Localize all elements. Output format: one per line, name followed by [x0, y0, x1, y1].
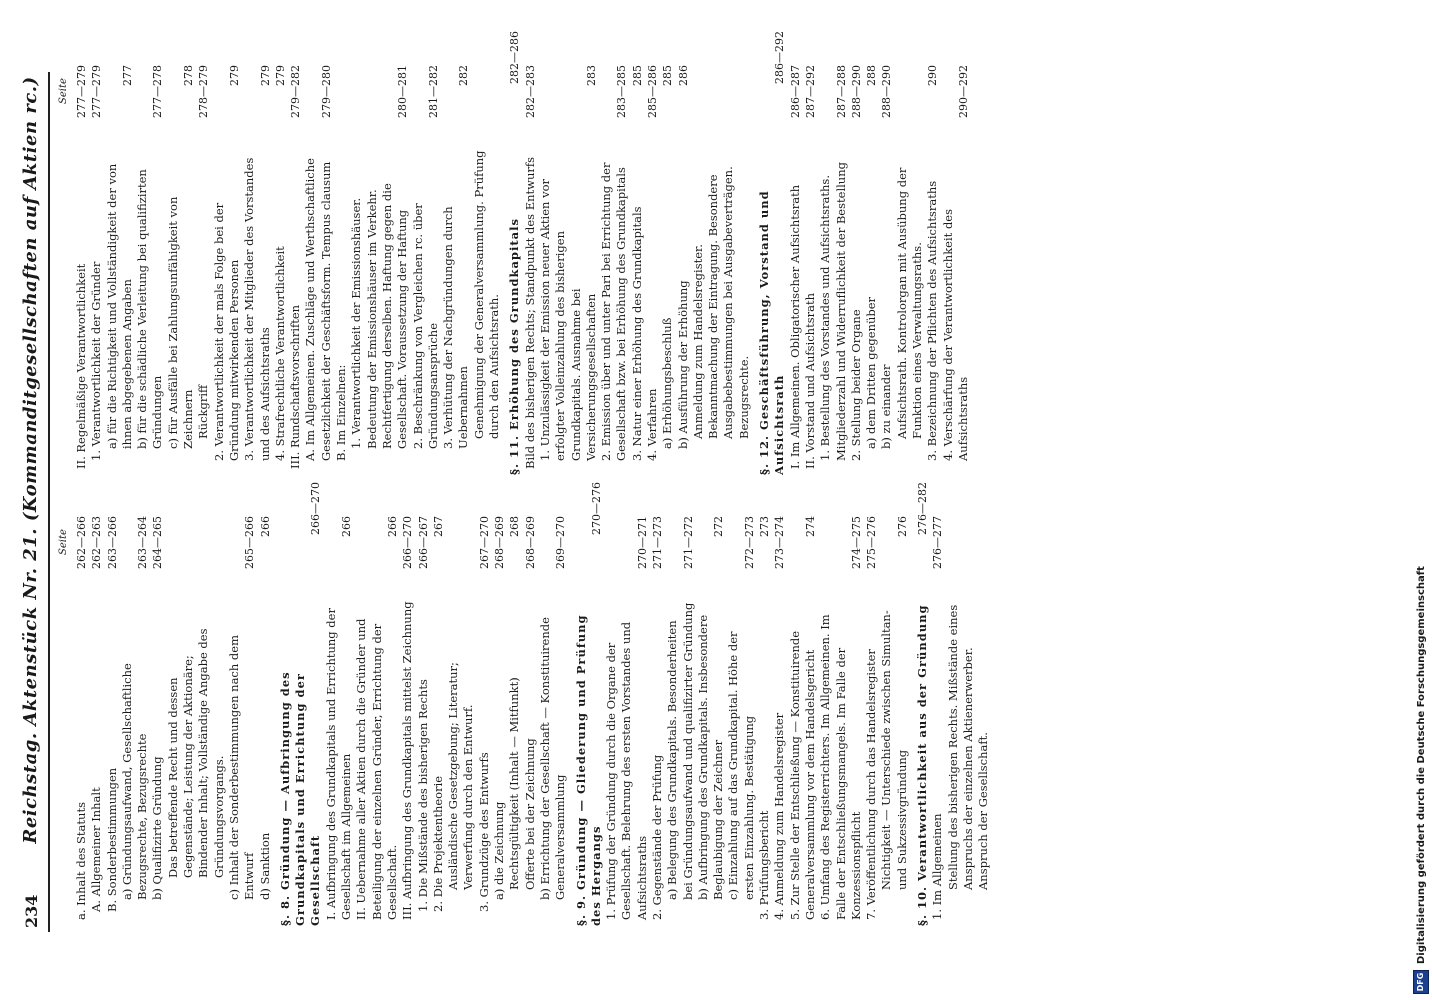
toc-entry-pages: 277—278 — [151, 65, 165, 118]
toc-entry-title: III. Aufbringung des Grundkapitals mittelst Zeichnung — [400, 601, 415, 920]
toc-entry-title: 4. Verfahren — [644, 388, 659, 461]
toc-entry-title: 7. Veröffentlichung durch das Handelsregister — [864, 649, 879, 920]
toc-entry-title: 2. Beschränkung von Vergleichen rc. über Gründungsansprüche — [410, 203, 440, 449]
toc-entry-title: 1. Verantwortlichkeit der Emissionshäuser. Bedeutung der Emissionshäuser im Verkehr. Rechtfertigung derselben. Haftung gegen die Gesellschaft. Voraussetzung der Haftung — [349, 183, 410, 449]
toc-entry-pages: 277 — [120, 65, 134, 86]
toc-entry-title: 1. Verantwortlichkeit der Gründer — [89, 261, 104, 461]
toc-entry-title: I. Im Allgemeinen. Obligatorischer Aufsichtsrath — [787, 184, 802, 469]
toc-entry-pages: 265—266 — [243, 516, 257, 569]
toc-entry-pages: 285 — [661, 65, 675, 86]
toc-entry-pages: 283 — [584, 65, 598, 86]
toc-entry — [507, 516, 522, 926]
toc-entry-title: Rechtsgültigkeit (Inhalt — Mitfunkt) — [507, 677, 522, 890]
toc-entry — [303, 65, 334, 475]
toc-entry — [864, 65, 879, 475]
toc-entry — [105, 65, 136, 475]
toc-entry — [788, 516, 819, 926]
toc-entry-pages: 279 — [273, 65, 287, 86]
toc-entry-title: Offerte bei der Zeichnung — [522, 738, 537, 890]
toc-entry-pages: 288—290 — [849, 65, 863, 118]
toc-entry — [676, 65, 691, 475]
toc-entry-title: 2. Stellung beider Organe — [848, 309, 863, 461]
toc-entry-title: d) Sanktion — [257, 832, 272, 900]
toc-entry — [416, 516, 431, 926]
toc-entry-title: §. 8. Gründung — Aufbringung des Grundkapitals und Errichtung der Gesellschaft — [277, 671, 323, 926]
toc-entry-title: Genehmigung der Generalversammlung. Prüfung durch den Aufsichtsrath. — [471, 150, 502, 439]
toc-entry-title: 3. Prüfungsbericht — [757, 810, 772, 920]
toc-entry-title: 4. Anmeldung zum Handelsregister — [772, 712, 787, 920]
toc-entry — [879, 65, 894, 475]
toc-entry — [150, 516, 165, 926]
toc-entry-title: 3. Natur einer Erhöhung des Grundkapitals — [629, 206, 644, 461]
toc-entry-title: 3. Grundzüge des Entwurfs — [476, 752, 491, 912]
toc-entry-pages: 262—266 — [75, 516, 88, 569]
toc-entry — [946, 516, 992, 926]
toc-entry — [196, 65, 211, 475]
toc-entry-pages: 290 — [926, 65, 940, 86]
toc-entry-title: a) Belegung des Grundkapitals. Besonderheiten bei Gründungsaufwand und qualifizirter Gründung — [665, 602, 695, 900]
page-number: 234 — [22, 894, 41, 928]
toc-entry-pages: 266 — [385, 516, 399, 537]
toc-entry-title: 1. Bestellung des Vorstandes und Aufsichtsraths. Mitgliederzahl und Widerruflichkeit der Bestellung — [818, 162, 848, 461]
toc-entry — [135, 65, 166, 475]
toc-entry-title: §. 10. Verantwortlichkeit aus der Gründung — [915, 604, 930, 926]
toc-entry-pages: 279 — [227, 65, 241, 86]
toc-entry — [288, 65, 303, 475]
toc-entry-title: Ausländische Gesetzgebung; Literatur; Verwerfung durch den Entwurf. — [446, 662, 476, 890]
toc-section — [507, 31, 522, 475]
toc-entry-title: B. Sonderbestimmungen — [104, 767, 119, 912]
toc-entry-title: b) Aufbringung des Grundkapitals. Insbesondere Beglaubigung der Zeichner — [695, 614, 726, 900]
toc-entry-title: §. 9. Gründung — Gliederung und Prüfung des Hergangs — [573, 614, 603, 926]
toc-entry-title: 2. Gegenstände der Prüfung — [649, 754, 664, 920]
toc-entry-pages: 275—276 — [865, 516, 879, 569]
toc-entry-pages: 270—276 — [589, 482, 603, 535]
toc-entry — [803, 65, 818, 475]
toc-entry — [757, 516, 772, 926]
toc-entry — [630, 65, 645, 475]
toc-entry — [74, 516, 89, 926]
toc-entry-title: Aufsichtsrath. Kontrolorgan mit Ausübung der Funktion eines Verwaltungsraths. — [894, 167, 925, 439]
dfg-logo: DFG — [1413, 970, 1429, 994]
toc-entry-title: Nichtigkeit — Unterschiede zwischen Simultan- und Sukzessivgründung — [879, 610, 909, 890]
toc-entry-pages: 282 — [457, 65, 471, 86]
toc-entry — [273, 65, 288, 475]
toc-section — [757, 31, 788, 475]
toc-entry — [538, 65, 599, 475]
toc-entry-pages: 279—282 — [289, 65, 303, 118]
toc-entry-title: 1. Unzulässigkeit der Emission neuer Aktien vor erfolgter Volleinzahlung des bisherigen Grundkapitals. Ausnahme bei Versicherungsgesellschaften — [537, 179, 598, 461]
toc-entry-title: Bild des bisherigen Rechts; Standpunkt des Entwurfs — [522, 156, 537, 469]
footer-text: Digitalisierung gefördert durch die Deutsche Forschungsgemeinschaft — [1415, 566, 1427, 964]
toc-entry — [446, 516, 477, 926]
toc-entry-pages: 279—280 — [319, 65, 333, 118]
toc-entry-title: b) Errichtung der Gesellschaft — Konstituirende Generalversammlung — [537, 617, 568, 900]
toc-entry — [441, 65, 472, 475]
toc-entry-title: Das betreffende Recht und dessen Gegenstände; Leistung der Aktionäre; Bindender Inhalt; Vollständige Angabe des Gründungsvorgangs. — [165, 628, 226, 878]
toc-entry-pages: 269—270 — [554, 516, 568, 569]
digitization-footer — [1410, 0, 1432, 1000]
toc-entry-title: 2. Verantwortlichkeit der mals Folge bei der Gründung mitwirkenden Personen — [211, 202, 241, 461]
toc-entry-pages: 278 — [182, 65, 196, 86]
toc-entry-title: II. Vorstand und Aufsichtsrath — [802, 293, 817, 469]
left-toc-column — [74, 482, 992, 926]
toc-entry-pages: 276—277 — [931, 516, 945, 569]
toc-entry-pages: 267—270 — [477, 516, 491, 569]
toc-entry-title: c) Einzahlung auf das Grundkapital. Höhe der ersten Einzahlung. Bestätigung — [726, 631, 756, 900]
toc-entry — [74, 65, 89, 475]
toc-entry-title: 3. Bezeichnung der Pflichten des Aufsichtsraths — [925, 180, 940, 461]
toc-entry — [788, 65, 803, 475]
toc-entry — [818, 65, 849, 475]
toc-entry — [849, 65, 864, 475]
toc-entry-title: a) Erhöhungsbeschluß — [660, 317, 675, 449]
toc-entry — [660, 65, 675, 475]
toc-entry-pages: 267 — [431, 516, 445, 537]
toc-entry-pages: 273—274 — [773, 516, 787, 569]
toc-entry-pages: 285—286 — [645, 65, 659, 118]
toc-entry — [523, 516, 538, 926]
header-rule — [48, 72, 50, 932]
toc-entry — [492, 516, 507, 926]
toc-entry-title: 2. Die Projektentheorie — [430, 775, 445, 912]
toc-entry — [354, 516, 400, 926]
toc-entry-pages: 287—288 — [834, 65, 848, 118]
toc-entry-title: 3. Verhütung der Nachgründungen durch Uebernahmen — [441, 206, 471, 449]
toc-entry-title: §. 11. Erhöhung des Grundkapitals — [507, 218, 522, 475]
toc-entry — [895, 65, 926, 475]
toc-entry-pages: 287—292 — [803, 65, 817, 118]
toc-entry — [166, 65, 197, 475]
toc-entry-title: 4. Verschärfung der Verantwortlichkeit des Aufsichtsraths — [940, 208, 970, 461]
toc-entry — [472, 65, 503, 475]
toc-entry-title: a) für die Richtigkeit und Vollständigkeit der von ihnen abgegebenen Angaben — [104, 163, 134, 449]
toc-entry-title: 4. Strafrechtliche Verantwortlichkeit — [272, 246, 287, 461]
toc-entry — [212, 65, 243, 475]
toc-entry — [604, 516, 650, 926]
toc-entry-pages: 266—270 — [309, 482, 323, 535]
toc-entry-pages: 270—271 — [635, 516, 649, 569]
toc-entry-title: 1. Die Mißstände des bisherigen Rechts — [415, 679, 430, 912]
toc-entry-pages: 274 — [803, 516, 817, 537]
toc-entry-pages: 282—283 — [523, 65, 537, 118]
toc-entry-title: a. Inhalt des Statuts — [74, 802, 88, 920]
toc-entry — [696, 516, 727, 926]
toc-entry-pages: 262—263 — [90, 516, 104, 569]
toc-entry — [334, 65, 349, 475]
toc-entry-pages: 266—267 — [416, 516, 430, 569]
toc-entry — [930, 516, 945, 926]
toc-entry-title: §. 12. Geschäftsführung, Vorstand und Aufsichtsrath — [757, 190, 787, 475]
toc-entry-title: II. Regelmäßige Verantwortlichkeit — [74, 263, 88, 469]
toc-entry-title: b) Qualifizirte Gründung — [150, 756, 165, 900]
toc-entry-pages: 272—273 — [742, 516, 756, 569]
toc-entry — [400, 516, 415, 926]
toc-section — [573, 482, 605, 926]
toc-entry — [105, 516, 120, 926]
right-seite-label: Seite — [58, 78, 69, 104]
toc-entry-pages: 277—279 — [90, 65, 104, 118]
toc-entry-title: b) für die schädliche Verleitung bei qualifizirten Gründungen — [135, 169, 165, 449]
toc-entry — [523, 65, 538, 475]
toc-entry-pages: 290—292 — [956, 65, 970, 118]
toc-entry-title: a) die Zeichnung — [492, 801, 507, 900]
toc-entry — [166, 516, 227, 926]
toc-entry-title: c) Inhalt der Sonderbestimmungen nach dem Entwurf — [226, 635, 257, 900]
toc-entry — [89, 65, 104, 475]
toc-entry-pages: 274—275 — [849, 516, 863, 569]
toc-entry-pages: 268 — [508, 516, 522, 537]
toc-entry — [411, 65, 442, 475]
toc-entry — [258, 516, 273, 926]
toc-entry-pages: 264—265 — [151, 516, 165, 569]
toc-entry-title: Rückgriff — [196, 384, 211, 439]
toc-entry — [691, 65, 752, 475]
toc-entry-title: 1. Prüfung der Gründung durch die Organe der Gesellschaft. Belehrung des ersten Vorstandes und Aufsichtsraths — [604, 621, 649, 920]
toc-entry — [242, 65, 273, 475]
toc-entry-pages: 263—266 — [105, 516, 119, 569]
toc-entry-pages: 288 — [865, 65, 879, 86]
toc-entry-pages: 266 — [340, 516, 354, 537]
toc-entry — [227, 516, 258, 926]
toc-entry-title: 3. Verantwortlichkeit der Mitglieder des Vorstandes und des Aufsichtsraths — [242, 157, 272, 461]
toc-entry-pages: 281—282 — [426, 65, 440, 118]
toc-entry — [864, 516, 879, 926]
toc-entry-title: B. Im Einzelnen: — [334, 364, 349, 461]
running-title: Reichstag. Aktenstück Nr. 21. (Kommanditgesellschaften auf Aktien rc.) — [20, 76, 41, 844]
toc-entry-title: b) zu einander — [879, 364, 894, 449]
toc-entry — [650, 516, 665, 926]
left-seite-label: Seite — [58, 529, 69, 555]
toc-entry — [538, 516, 569, 926]
toc-entry — [665, 516, 696, 926]
toc-entry-pages: 285 — [630, 65, 644, 86]
toc-entry-pages: 263—264 — [136, 516, 150, 569]
toc-entry — [324, 516, 355, 926]
toc-section — [277, 482, 324, 926]
toc-entry-title: b) Ausführung der Erhöhung — [675, 280, 690, 449]
toc-entry-title: 1. Im Allgemeinen — [930, 813, 945, 920]
toc-entry-pages: 288—290 — [880, 65, 894, 118]
toc-entry — [431, 516, 446, 926]
toc-entry — [599, 65, 630, 475]
toc-entry-pages: 282—286 — [508, 31, 522, 84]
right-toc-column — [74, 31, 971, 475]
toc-entry-pages: 271—272 — [681, 516, 695, 569]
toc-entry-pages: 276—282 — [916, 482, 930, 535]
toc-entry-pages: 278—279 — [197, 65, 211, 118]
toc-entry — [349, 65, 410, 475]
toc-entry-pages: 266 — [258, 516, 272, 537]
toc-entry-title: III. Rundschaftsvorschriften — [288, 304, 303, 469]
toc-section — [915, 482, 930, 926]
toc-entry — [925, 65, 940, 475]
toc-entry-pages: 268—269 — [493, 516, 507, 569]
toc-entry-pages: 272 — [712, 516, 726, 537]
toc-entry-pages: 266—270 — [401, 516, 415, 569]
toc-entry — [645, 65, 660, 475]
toc-entry-pages: 277—279 — [75, 65, 88, 118]
toc-entry-pages: 286—292 — [773, 31, 787, 84]
toc-entry — [879, 516, 910, 926]
toc-entry-title: I. Aufbringung des Grundkapitals und Errichtung der Gesellschaft im Allgemeinen — [323, 608, 354, 920]
toc-entry-pages: 268—269 — [523, 516, 537, 569]
toc-entry — [726, 516, 757, 926]
toc-entry-pages: 283—285 — [615, 65, 629, 118]
toc-entry-title: 6. Umfang des Registerrichters. Im Allgemeinen. Im Falle der Entschließungsmangels. Im Falle der Konzessionspflicht — [818, 614, 863, 920]
toc-entry — [89, 516, 104, 926]
toc-entry-title: Stellung des bisherigen Rechts. Mißstände eines Anspruchs der einzelnen Aktienerwerber. Anspruch der Gesellschaft. — [945, 604, 991, 890]
toc-entry-pages: 276 — [895, 516, 909, 537]
toc-entry-pages: 273 — [758, 516, 772, 537]
toc-entry — [120, 516, 151, 926]
toc-entry-title: a) dem Dritten gegenüber — [864, 296, 879, 449]
toc-entry — [477, 516, 492, 926]
toc-entry — [772, 516, 787, 926]
toc-entry-title: a) Gründungsaufwand, Gesellschaftliche Bezugsrechte, Bezugsrechte — [119, 663, 150, 900]
toc-entry-pages: 280—281 — [396, 65, 410, 118]
toc-entry-title: 2. Emission über und unter Pari bei Errichtung der Gesellschaft bzw. bei Erhöhung des Grundkapitals — [599, 162, 629, 461]
toc-entry-title: A. Allgemeiner Inhalt — [89, 787, 104, 912]
toc-entry-pages: 271—273 — [650, 516, 664, 569]
toc-entry-title: II. Uebernahme aller Aktien durch die Gründer und Beteiligung der einzelnen Gründer, Errichtung der Gesellschaft. — [354, 618, 399, 920]
toc-entry-title: 5. Zur Stelle der Entschließung — Konstituirende Generalversammlung vor dem Handelsgericht — [787, 630, 817, 920]
toc-entry-title: A. Im Allgemeinen. Zuschläge und Werthschaftliche Gesetzlichkeit der Geschäftsform. Tempus clausum — [303, 158, 333, 461]
toc-entry-title: Anmeldung zum Handelsregister. Bekanntmachung der Eintragung. Besondere Ausgabebestimmungen bei Ausgabeverträgen. Bezugsrechte. — [690, 166, 751, 439]
toc-entry — [818, 516, 864, 926]
toc-entry-pages: 279 — [258, 65, 272, 86]
toc-entry — [941, 65, 972, 475]
toc-entry-pages: 286—287 — [788, 65, 802, 118]
toc-entry-pages: 286 — [676, 65, 690, 86]
toc-entry-title: c) für Ausfälle bei Zahlungsunfähigkeit von Zeichnern — [165, 196, 196, 449]
